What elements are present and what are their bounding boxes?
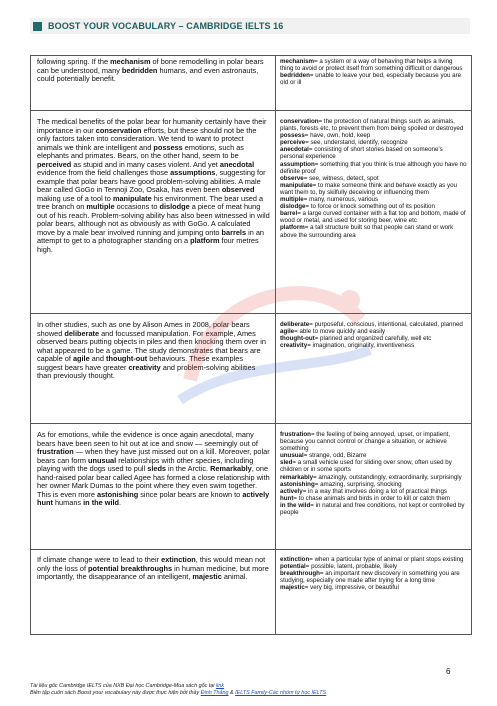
definition-entry [280,481,467,488]
vocab-term: observe [280,174,304,182]
definition-entry [280,321,467,328]
vocab-term: deliberate [64,328,100,338]
text-run: = the feeling of being annoyed, upset, or impatient, because you cannot control or change a situation, or achieve something [280,431,451,453]
table-row [31,424,471,550]
text-run: a piece of meat hung out of his reach. Problem-solving ability has also been witnessed in wild polar bears, although not as obviously as with GoGo. A calculated move by a male bear involved running and jumping onto [37,202,270,237]
definition-entry [280,175,467,182]
definition-entry [280,502,467,516]
vocab-term: barrel [280,210,298,218]
text-run: = a small vehicle used for sliding over snow, often used by children or in some sports [280,459,452,474]
text-run: in the Arctic. [166,464,211,473]
text-run: = a large curved container with a flat top and bottom, made of wood or metal, and used for storing beer, wine etc [280,210,466,225]
text-run: = unable to leave your bed, especially because you are old or ill [280,72,462,87]
vocab-term: astonishing [280,480,315,488]
definition-entry [280,182,467,196]
definition-entry [280,342,467,349]
definition-entry [280,210,467,224]
vocab-term: unusual [280,452,304,460]
vocab-term: creativity [280,342,308,350]
vocab-term: unusual [88,455,117,465]
text-run: as stupid and in many cases violent. And yet [71,159,220,169]
vocab-term: frustration [37,447,74,456]
vocab-term: Remarkably [210,464,252,473]
definition-entry [280,118,467,132]
vocab-term: multiple [280,196,304,204]
text-run: = see, understand, identify, recognize [305,139,408,147]
vocab-term: possess [153,142,183,152]
vocab-term: agile [280,328,295,336]
passage-cell [31,56,276,110]
text-run: . [119,498,122,507]
vocab-term: multiple [86,202,115,211]
text-run: humans [52,498,84,507]
text-run: = consisting of short stories based on someone’s personal experience [280,146,443,161]
passage-cell [31,314,276,423]
text-run: = to make someone think and behave exactly as you want them to, by skilfully deceiving or influencing them [280,181,457,196]
footer-line-1: Tài liệu gốc Cambridge IELTS của NXB Đại học Cambridge-Mua sách gốc tại link [30,683,225,689]
definition-entry [280,139,467,146]
definition-entry [280,431,467,452]
definition-entry [280,58,467,72]
vocab-term: anecdotal [219,159,255,169]
vocab-term: sleds [147,464,167,473]
vocab-term: mechanism [280,58,315,65]
vocab-term: agile [72,354,90,363]
text-run: = amazingly, outstandingly, extraordinarily, surprisingly [313,473,462,481]
vocab-term: thought-out [106,354,148,363]
text-run: = the protection of natural things such as animals, plants, forests etc, to prevent them from being spoiled or destroyed [280,118,464,133]
text-run: = planned and organized carefully, well etc [314,335,432,343]
text-run: and focussed manipulation. For example, Ames observed bears putting objects in piles and then knocking them over in what appeared to be a game. The study demonstrates that bears are capable of [37,328,267,363]
text-run: = to force or knock something out of its position [305,203,435,211]
text-run: The medical benefits of the polar bear for humanity certainly have their importance in our [37,117,267,135]
vocab-term: dislodge [280,203,306,211]
text-run: humans, and even astronauts, could potentially benefit. [37,65,259,83]
vocab-term: platform [280,224,305,232]
text-run: = have, own, hold, keep [304,132,371,140]
vocab-term: majestic [192,572,222,581]
vocab-term: dislodge [159,202,190,211]
vocab-term: majestic [280,584,305,592]
vocab-term: remarkably [280,473,314,481]
text-run: , suggesting for example that polar bears have good problem-solving abilities. A male bear called GoGo in Tennoji Zoo, Osaka, has even been [37,168,266,194]
vocab-term: hunt [280,494,294,502]
definition-cell [276,56,471,110]
vocab-term: bedridden [121,65,158,75]
vocab-term: frustration [280,431,311,438]
definition-entry [280,203,467,210]
page-number: 6 [446,667,451,676]
table-row [31,550,471,634]
page-header [30,18,470,34]
vocab-term: breakthrough [280,570,320,578]
text-run: = something that you think is true although you have no definite proof [280,160,467,175]
vocab-term: astonishing [97,489,139,499]
text-run: evidence from the field challenges those [37,168,171,177]
text-run: making use of a tool to [37,193,113,203]
text-run: , one hand-raised polar bear called Agee has formed a close relationship with her owner Mark Dumas to the point where they even swim together. This is even more [37,464,270,499]
vocab-term: manipulate [112,193,152,203]
text-run: = see, witness, detect, spot [303,174,379,182]
definition-cell [276,314,471,423]
text-run: = an important new discovery in something you are studying, especially one made after trying for a long time [280,570,460,585]
vocab-table [30,55,472,635]
vocab-term: assumptions [170,168,216,177]
passage-cell [31,550,276,634]
text-run: following spring. If the [37,57,111,66]
text-run: In other studies, such as one by Alison Ames in 2008, polar bears showed [37,320,250,338]
text-run: , this would mean not only the loss of [37,555,266,573]
ielts-family-link[interactable]: IELTS Family-Các nhóm tự học IELTS [235,690,327,696]
vocab-term: thought-out [280,335,315,343]
vocab-term: possess [280,132,305,140]
definition-entry [280,556,467,563]
definition-entry [280,459,467,473]
text-run: = to chase animals and birds in order to kill or catch them [293,494,451,502]
text-run: = when a particular type of animal or plant stops existing [309,556,464,563]
text-run: animal. [221,572,248,581]
text-run: = in natural and free conditions, not kept or controlled by people [280,501,465,517]
vocab-term: assumption [280,160,315,168]
text-run: = a tall structure built so that people can stand or work above the surrounding area [280,224,454,239]
text-run: efforts, but these should not be the only factors taken into consideration. We tend to want to protect animals we think are intelligent and [37,125,257,152]
text-run: = possible, latent, probable, likely [305,563,398,571]
vocab-term: extinction [280,556,310,563]
definition-entry [280,335,467,342]
text-run: in human medicine, but more importantly, the disappearance of an intelligent, [37,563,269,581]
definition-entry [280,584,467,591]
definition-entry [280,452,467,459]
text-run: = imagination, originality, inventiveness [307,342,415,350]
text-run: behaviours. These examples suggest bears have greater [37,354,244,372]
vocab-term: actively hunt [37,489,270,507]
text-run: four metres high. [37,236,259,254]
author-link[interactable]: Đinh Thắng [200,690,229,696]
passage-paragraph [37,556,270,582]
vocab-term: platform [190,236,220,245]
definition-entry [280,495,467,502]
passage-cell [31,424,276,549]
definition-entry [280,488,467,495]
definition-entry [280,328,467,335]
vocab-term: manipulate [280,181,313,189]
text-run: in an attempt to get to a photographer standing on a [37,227,264,245]
vocab-term: in the wild [280,501,311,509]
vocab-term: extinction [161,555,196,564]
vocab-term: anecdotal [280,146,309,154]
footer [30,683,326,697]
vocab-term: barrels [221,227,247,237]
vocab-term: creativity [128,362,161,372]
vocab-term: perceived [37,159,72,169]
text-run: — when they have just missed out on a kill. Moreover, polar bears can form [37,447,270,465]
text-run: and problem-solving abilities than previously thought. [37,362,256,380]
vocab-term: bedridden [280,72,310,80]
header-title: BOOST YOUR VOCABULARY – CAMBRIDGE IELTS 16 [48,21,284,31]
text-run: = very big, impressive, or beautiful [304,584,399,592]
definition-entry [280,474,467,481]
vocab-term: conservation [280,118,319,125]
definition-cell [276,550,471,634]
text-run: since polar bears are known to [138,489,243,499]
vocab-term: potential breakthroughs [88,563,173,573]
vocab-term: in the wild [83,498,120,507]
text-run: = purposeful, conscious, intentional, calculated, planned [309,321,463,328]
text-run: emotions, such as elephants and primates. Bears, on the other hand, seem to be [37,142,244,160]
definition-cell [276,424,471,549]
text-run: his environment. The bear used a tree branch on [37,193,264,211]
vocab-term: deliberate [280,321,310,328]
header-square-icon [33,22,42,31]
table-row [31,111,471,314]
text-run: = able to move quickly and easily [294,328,386,336]
definition-entry [280,196,467,203]
definition-entry [280,72,467,86]
text-run: = many, numerous, various [303,196,379,204]
definition-entry [280,132,467,139]
text-run: If climate change were to lead to their [37,555,162,564]
footer-link[interactable]: link [215,683,225,689]
text-run: = a system or a way of behaving that helps a living thing to avoid or protect itself from something difficult or dangerous [280,58,463,73]
definition-entry [280,563,467,570]
vocab-term: sled [280,459,293,467]
passage-paragraph [37,321,270,381]
table-row [31,56,471,111]
vocab-term: perceive [280,139,306,147]
definition-entry [280,224,467,238]
vocab-term: actively [280,487,303,495]
passage-paragraph [37,431,270,508]
passage-paragraph [37,118,270,254]
definition-entry [280,146,467,160]
definition-entry [280,570,467,584]
text-run: occasions to [114,202,160,211]
vocab-term: potential [280,563,306,571]
vocab-term: observed [221,185,255,194]
text-run: and [89,354,107,363]
text-run: of bone remodelling in polar bears can be understood, many [37,57,264,75]
text-run: = strange, odd, Bizarre [303,452,367,460]
vocab-term: mechanism [110,57,151,66]
definition-entry [280,161,467,175]
passage-cell [31,111,276,313]
vocab-term: conservation [95,125,142,135]
text-run: As for emotions, while the evidence is once again anecdotal, many bears have been seen to hit out at ice and snow — seemingly out of [37,430,258,448]
text-run: = in a way that involves doing a lot of practical things [302,487,448,495]
definition-cell [276,111,471,313]
table-row [31,314,471,424]
passage-paragraph [37,58,270,84]
text-run: relationships with other species, including playing with the dogs used to pull [37,455,254,473]
text-run: = amazing, surprising, shocking [314,480,402,488]
footer-line-2: Biên tập cuốn sách Boost your vocabulary này được thực hiện bởi thầy Đinh Thắng & IELTS Family-Các nhóm tự học IELTS [30,690,327,696]
